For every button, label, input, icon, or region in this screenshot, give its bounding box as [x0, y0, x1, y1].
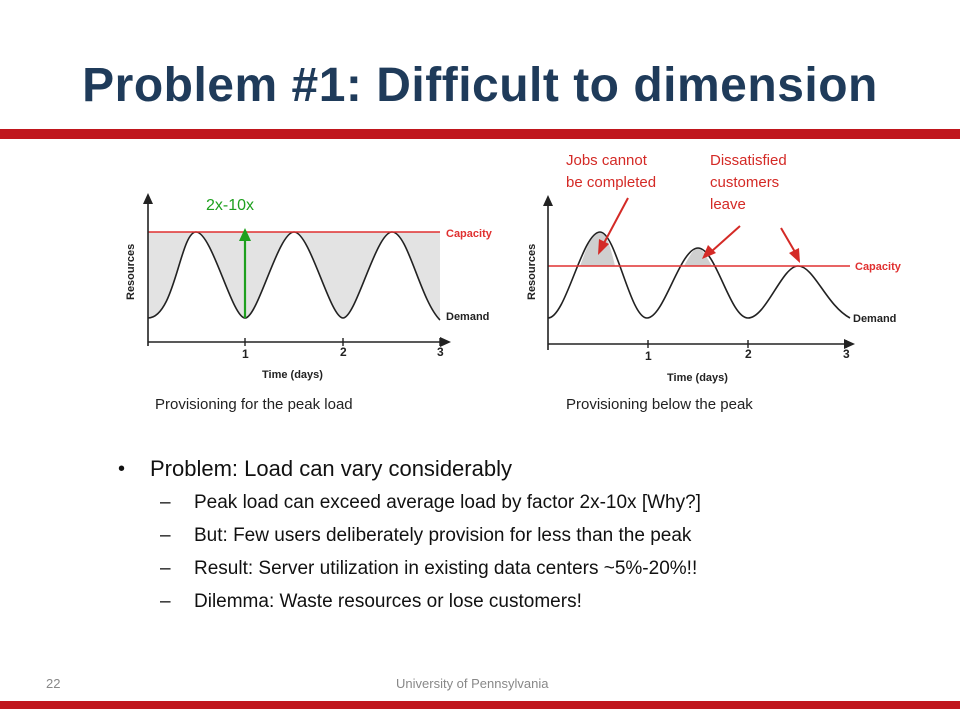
- y-axis-label: Resources: [125, 243, 137, 300]
- dash-icon: –: [160, 558, 171, 579]
- x-axis-label: Time (days): [667, 372, 728, 384]
- sub-bullet-text: But: Few users deliberately provision for less than the peak: [194, 525, 692, 546]
- page-number: 22: [46, 676, 61, 691]
- y-axis-arrowhead: [543, 195, 553, 206]
- footer-institution: University of Pennsylvania: [396, 676, 549, 691]
- slide-title: Problem #1: Difficult to dimension: [82, 59, 878, 112]
- sub-bullet-text: Peak load can exceed average load by factor 2x-10x [Why?]: [194, 492, 701, 513]
- bullet-list: [118, 452, 918, 618]
- note-dissatisfied-customers: Dissatisfied customers leave: [710, 152, 787, 213]
- footer-rule: [0, 701, 960, 709]
- sub-bullet-text: Result: Server utilization in existing data centers ~5%-20%!!: [194, 558, 698, 579]
- bullet-dot-icon: •: [118, 458, 126, 480]
- x-axis-label: Time (days): [262, 369, 323, 381]
- sub-bullet: [118, 552, 918, 585]
- dash-icon: –: [160, 525, 171, 546]
- capacity-label: Capacity: [446, 228, 492, 240]
- dash-icon: –: [160, 492, 171, 513]
- note-jobs-not-completed: Jobs cannot be completed: [566, 152, 657, 191]
- tick-label: 2: [745, 347, 752, 361]
- caption-peak: Provisioning for the peak load: [155, 396, 353, 413]
- tick-label: 1: [645, 349, 652, 363]
- annotation-arrowhead: [789, 248, 800, 263]
- bullet-main-text: Problem: Load can vary considerably: [150, 456, 512, 481]
- demand-label: Demand: [446, 311, 490, 323]
- sub-bullet: [118, 585, 918, 618]
- tick-label: 1: [242, 347, 249, 361]
- demand-label: Demand: [853, 313, 897, 325]
- annotation-arrow: [604, 198, 628, 243]
- y-axis-label: Resources: [526, 243, 538, 300]
- sub-bullet: [118, 486, 918, 519]
- dash-icon: –: [160, 591, 171, 612]
- annotation-arrow: [781, 228, 795, 252]
- tick-label: 3: [843, 347, 850, 361]
- capacity-label: Capacity: [855, 261, 901, 273]
- factor-label: 2x-10x: [206, 197, 255, 214]
- annotation-arrow: [712, 226, 740, 251]
- bullet-main: [118, 452, 918, 486]
- caption-below-peak: Provisioning below the peak: [566, 396, 753, 413]
- tick-label: 3: [437, 345, 444, 359]
- tick-label: 2: [340, 345, 347, 359]
- sub-bullet: [118, 519, 918, 552]
- sub-bullet-text: Dilemma: Waste resources or lose customers!: [194, 591, 582, 612]
